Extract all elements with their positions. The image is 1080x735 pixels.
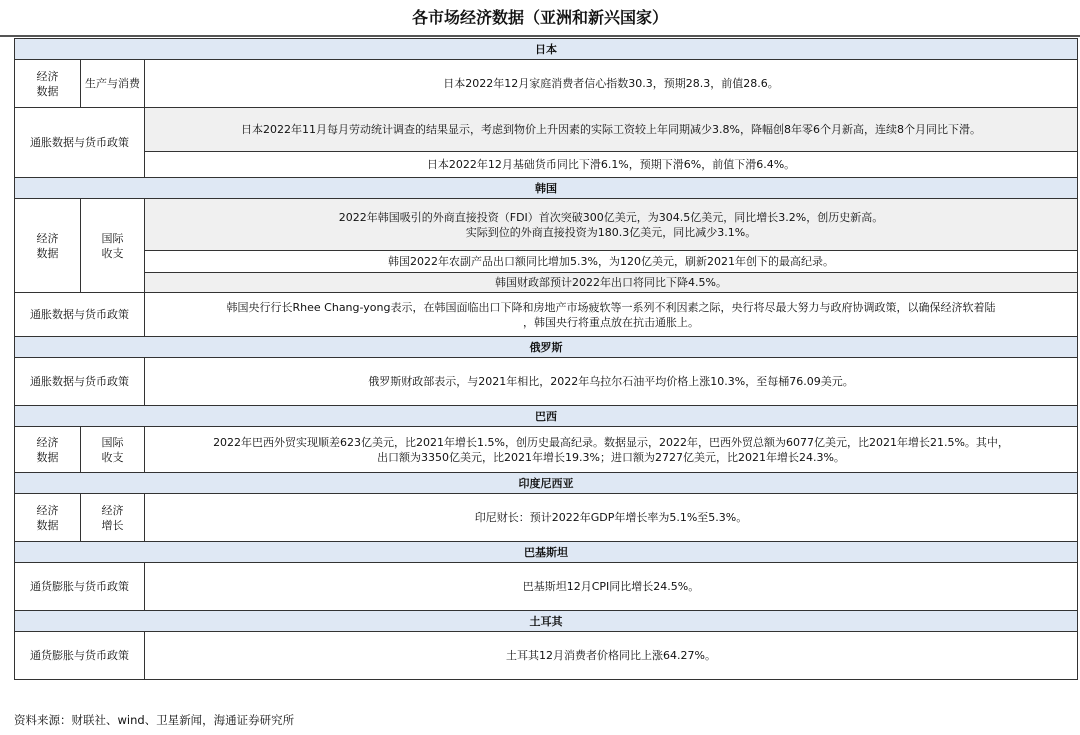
turkey-row-1: 土耳其12月消费者价格同比上涨64.27%。 (145, 632, 1078, 680)
japan-row-1: 日本2022年12月家庭消费者信心指数30.3，预期28.3，前值28.6。 (145, 60, 1078, 108)
section-header-pakistan: 巴基斯坦 (15, 542, 1078, 563)
label-inflation-monetary-alt: 通货膨胀与货币政策 (15, 632, 145, 680)
label-prod-consume: 生产与消费 (81, 60, 145, 108)
source-note: 资料来源：财联社、wind、卫星新闻，海通证券研究所 (14, 713, 295, 727)
japan-row-2: 日本2022年11月每月劳动统计调查的结果显示，考虑到物价上升因素的实际工资较上年同期减少3.8%，降幅创8年零6个月新高，连续8个月同比下滑。 (145, 108, 1078, 152)
section-header-japan: 日本 (15, 39, 1078, 60)
korea-row-3: 韩国财政部预计2022年出口将同比下降4.5%。 (145, 273, 1078, 293)
section-header-russia: 俄罗斯 (15, 337, 1078, 358)
section-header-korea: 韩国 (15, 178, 1078, 199)
section-header-turkey: 土耳其 (15, 611, 1078, 632)
label-inflation-monetary: 通胀数据与货币政策 (15, 293, 145, 337)
label-econ-data: 经济 数据 (15, 199, 81, 293)
label-econ-data: 经济 数据 (15, 494, 81, 542)
label-intl-payments: 国际 收支 (81, 427, 145, 473)
section-header-brazil: 巴西 (15, 406, 1078, 427)
label-inflation-monetary: 通胀数据与货币政策 (15, 108, 145, 178)
label-econ-growth: 经济 增长 (81, 494, 145, 542)
label-econ-data: 经济 数据 (15, 60, 81, 108)
data-table (14, 38, 1078, 680)
label-inflation-monetary-alt: 通货膨胀与货币政策 (15, 563, 145, 611)
pakistan-row-1: 巴基斯坦12月CPI同比增长24.5%。 (145, 563, 1078, 611)
section-header-indonesia: 印度尼西亚 (15, 473, 1078, 494)
page-title: 各市场经济数据（亚洲和新兴国家） (411, 8, 668, 27)
korea-row-4: 韩国央行行长Rhee Chang-yong表示，在韩国面临出口下降和房地产市场疲软等一系列不利因素之际，央行将尽最大努力与政府协调政策，以确保经济软着陆 ，韩国央行将重点放在抗击通胀上。 (145, 293, 1078, 337)
title-divider (0, 35, 1080, 37)
korea-row-1: 2022年韩国吸引的外商直接投资（FDI）首次突破300亿美元，为304.5亿美元，同比增长3.2%，创历史新高。 实际到位的外商直接投资为180.3亿美元，同比减少3.1%。 (145, 199, 1078, 251)
label-inflation-monetary: 通胀数据与货币政策 (15, 358, 145, 406)
russia-row-1: 俄罗斯财政部表示，与2021年相比，2022年乌拉尔石油平均价格上涨10.3%，至每桶76.09美元。 (145, 358, 1078, 406)
label-econ-data: 经济 数据 (15, 427, 81, 473)
label-intl-payments: 国际 收支 (81, 199, 145, 293)
brazil-row-1: 2022年巴西外贸实现顺差623亿美元，比2021年增长1.5%，创历史最高纪录。数据显示，2022年，巴西外贸总额为6077亿美元，比2021年增长21.5%。其中， 出口额为3350亿美元，比2021年增长19.3%；进口额为2727亿美元，比2021年增长24.3%。 (145, 427, 1078, 473)
korea-row-2: 韩国2022年农副产品出口额同比增加5.3%，为120亿美元，刷新2021年创下的最高纪录。 (145, 251, 1078, 273)
japan-row-3: 日本2022年12月基础货币同比下滑6.1%，预期下滑6%，前值下滑6.4%。 (145, 152, 1078, 178)
indonesia-row-1: 印尼财长：预计2022年GDP年增长率为5.1%至5.3%。 (145, 494, 1078, 542)
